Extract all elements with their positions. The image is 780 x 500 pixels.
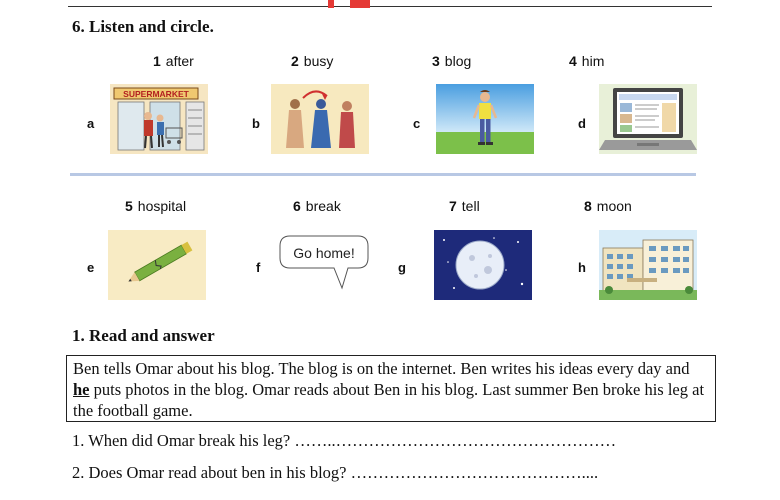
hospital-building-picture bbox=[599, 230, 697, 300]
answer-line[interactable]: ……..…………………………………………… bbox=[294, 431, 617, 450]
emphasized-word: he bbox=[73, 380, 90, 399]
people-talking-picture bbox=[271, 84, 369, 154]
picture-letter: f bbox=[256, 260, 261, 275]
word-item: 5 hospital bbox=[125, 198, 187, 214]
picture-letter: a bbox=[87, 116, 95, 131]
speech-bubble-text: Go home! bbox=[293, 245, 355, 261]
red-mark bbox=[328, 0, 334, 8]
answer-line[interactable]: …………………………………….... bbox=[350, 463, 599, 482]
boy-standing-picture bbox=[436, 84, 534, 154]
broken-pencil-picture bbox=[108, 230, 206, 300]
top-rule bbox=[68, 6, 712, 7]
word-item: 1 after bbox=[153, 53, 194, 69]
picture-letter: h bbox=[578, 260, 586, 275]
laptop-blog-picture bbox=[599, 84, 697, 154]
word-item: 4 him bbox=[569, 53, 605, 69]
red-mark bbox=[350, 0, 370, 8]
picture-letter: c bbox=[413, 116, 421, 131]
picture-letter: b bbox=[252, 116, 260, 131]
question-item: 1. When did Omar break his leg? ……..…………………………………………… bbox=[72, 431, 617, 450]
moon-picture bbox=[434, 230, 532, 300]
word-item: 6 break bbox=[293, 198, 341, 214]
read-section-title: 1. Read and answer bbox=[72, 326, 215, 345]
picture-letter: d bbox=[578, 116, 586, 131]
question-item: 2. Does Omar read about ben in his blog? …………………………………….... bbox=[72, 463, 599, 482]
supermarket-sign: SUPERMARKET bbox=[123, 89, 189, 99]
word-item: 7 tell bbox=[449, 198, 480, 214]
section-divider bbox=[70, 173, 696, 176]
reading-passage: Ben tells Omar about his blog. The blog is on the internet. Ben writes his ideas every day and he puts photos in the blog. Omar reads about Ben in his blog. Last summer Ben broke his leg at the football game. bbox=[66, 355, 716, 422]
listen-section-title: 6. Listen and circle. bbox=[72, 17, 214, 36]
picture-letter: g bbox=[398, 260, 406, 275]
word-item: 8 moon bbox=[584, 198, 632, 214]
word-item: 2 busy bbox=[291, 53, 334, 69]
picture-letter: e bbox=[87, 260, 95, 275]
speech-bubble-picture bbox=[276, 230, 372, 294]
word-item: 3 blog bbox=[432, 53, 472, 69]
supermarket-picture bbox=[110, 84, 208, 154]
